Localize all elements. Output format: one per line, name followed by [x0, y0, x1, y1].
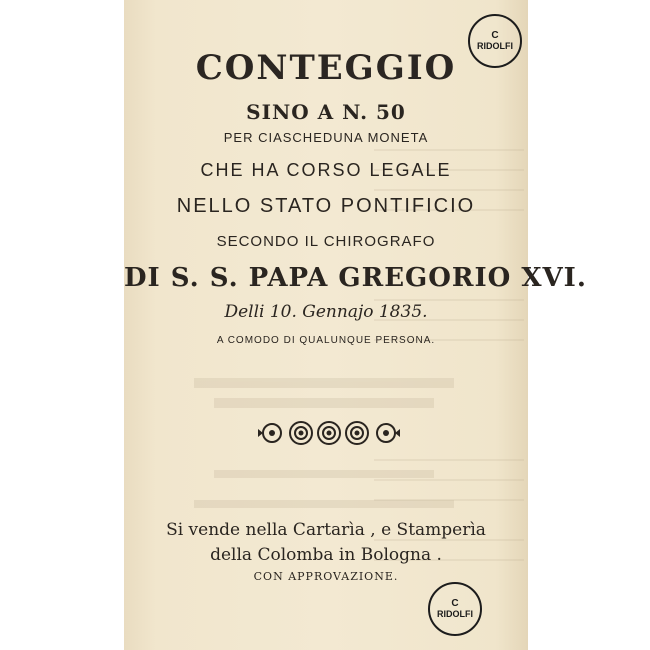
document-title: CONTEGGIO — [195, 48, 457, 88]
imprint-location: della Colomba in Bologna . — [210, 545, 442, 565]
stamp-name: RIDOLFI — [477, 41, 513, 51]
subtitle-count: SINO A N. 50 — [246, 100, 406, 124]
document-date: Delli 10. Gennajo 1835. — [224, 302, 428, 322]
stamp-letter: C — [451, 598, 459, 609]
subtitle-pope: DI S. S. PAPA GREGORIO XVI. — [124, 263, 587, 293]
imprint-approval: CON APPROVAZIONE. — [253, 570, 399, 583]
subtitle-legal: CHE HA CORSO LEGALE — [200, 160, 452, 180]
subtitle-state: NELLO STATO PONTIFICIO — [176, 195, 476, 217]
subtitle-coin: PER CIASCHEDUNA MONETA — [223, 130, 429, 145]
ownership-stamp-bottom — [428, 582, 482, 636]
imprint-publisher: Si vende nella Cartarìa , e Stamperìa — [166, 520, 486, 540]
ownership-stamp-top — [468, 14, 522, 68]
subtitle-chirograph: SECONDO IL CHIROGRAFO — [216, 233, 436, 250]
stamp-name: RIDOLFI — [437, 609, 473, 619]
document-note: A COMODO DI QUALUNQUE PERSONA. — [216, 335, 436, 346]
title-page — [124, 0, 587, 650]
stamp-letter: C — [491, 30, 499, 41]
floral-ornament-icon — [254, 418, 404, 448]
